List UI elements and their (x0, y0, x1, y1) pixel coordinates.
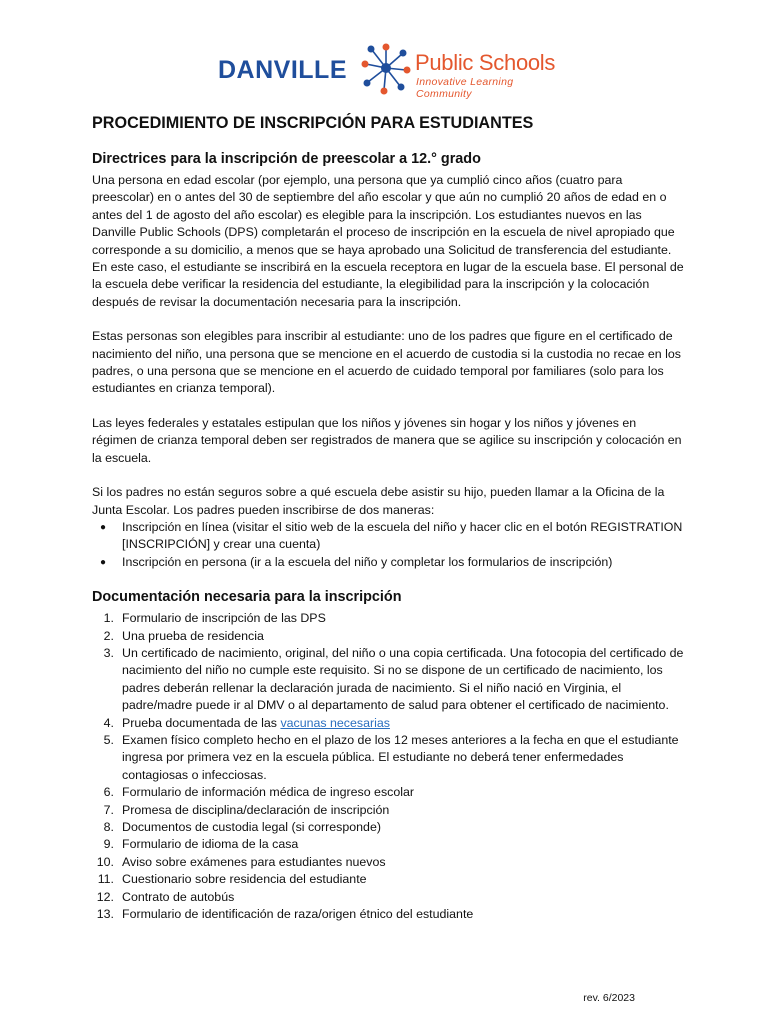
list-text: Aviso sobre exámenes para estudiantes nuevos (122, 854, 386, 869)
list-number: 6. (103, 785, 114, 800)
list-item (103, 819, 684, 836)
list-text: Formulario de idioma de la casa (122, 837, 299, 852)
list-number: 12. (96, 889, 114, 904)
list-text: Formulario de inscripción de las DPS (122, 611, 326, 626)
list-item (103, 610, 684, 627)
list-number: 9. (103, 837, 114, 852)
paragraph-eligibility: Una persona en edad escolar (por ejemplo, una persona que ya cumplió cinco años (cuatro para preescolar) en o antes del 30 de septiembre del año escolar y que aún no cumplió 20 años de edad en o antes del 1 de agosto del año escolar) es elegible para la inscripción. Los estudiantes nuevos en las Danville Public Schools (DPS) completarán el proceso de inscripción en la escuela de nivel apropiado que corresponde a su domicilio, a menos que se haya aprobado una Solicitud de transferencia del estudiante. En este caso, el estudiante se inscribirá en la escuela receptora en lugar de la escuela base. El personal de la escuela debe verificar la residencia del estudiante, la elegibilidad para la inscripción y la colocación después de revisar la documentación necesaria para la inscripción. (92, 173, 684, 309)
section-heading-guidelines: Directrices para la inscripción de preescolar a 12.° grado (92, 151, 481, 167)
paragraph-who-can-enroll: Estas personas son elegibles para inscribir al estudiante: uno de los padres que figure en el certificado de nacimiento del niño, una persona que se mencione en el acuerdo de custodia si la custodia no recae en los padres, o una persona que se mencione en el acuerdo de cuidado temporal por familiares (solo para los estudiantes en crianza temporal). (92, 329, 681, 396)
list-text: Contrato de autobús (122, 889, 235, 904)
list-item (96, 854, 684, 871)
section-heading-documentation: Documentación necesaria para la inscripción (92, 589, 402, 606)
list-item (103, 715, 684, 732)
page-title: PROCEDIMIENTO DE INSCRIPCIÓN PARA ESTUDIANTES (92, 114, 534, 132)
list-number: 1. (103, 611, 114, 626)
list-text: Una prueba de residencia (122, 628, 264, 643)
revision-date: rev. 6/2023 (583, 992, 635, 1004)
list-text: Un certificado de nacimiento, original, del niño o una copia certificada. Una fotocopia del certificado de nacimiento del niño no cumple este requisito. Si no se dispone de un certificado de nacimiento, los padres deberán rellenar la declaración jurada de nacimiento. Si el niño nació en Virginia, el padre/madre puede ir al DMV o al departamento de salud para obtener el certificado de nacimiento. (122, 645, 684, 713)
list-text: Formulario de información médica de ingreso escolar (122, 785, 415, 800)
list-number: 13. (96, 907, 114, 922)
list-item (103, 732, 684, 784)
logo-danville-text: DANVILLE (218, 56, 347, 84)
list-item (103, 645, 684, 715)
list-text: Promesa de disciplina/declaración de inscripción (122, 802, 390, 817)
list-item (103, 628, 684, 645)
paragraph-which-school: Si los padres no están seguros sobre a qué escuela debe asistir su hijo, pueden llamar a la Oficina de la Junta Escolar. Los padres pueden inscribirse de dos maneras: (92, 485, 665, 517)
list-text: Documentos de custodia legal (si corresponde) (122, 820, 381, 834)
logo-network-icon (358, 40, 414, 96)
logo-public-schools-text: Public Schools (415, 50, 556, 75)
list-item: ● Inscripción en persona (ir a la escuela del niño y completar los formularios de inscripción) (122, 554, 684, 571)
list-number: 10. (96, 854, 114, 869)
list-item (103, 802, 684, 819)
list-number: 8. (103, 820, 114, 834)
list-item (96, 889, 684, 906)
list-item: ● Inscripción en línea (visitar el sitio web de la escuela del niño y hacer clic en el botón REGISTRATION [INSCRIPCIÓN] y crear una cuenta) (122, 519, 684, 554)
list-text: Cuestionario sobre residencia del estudiante (122, 872, 367, 887)
list-text: Formulario de identificación de raza/origen étnico del estudiante (122, 907, 474, 922)
list-item (96, 906, 684, 923)
list-item (97, 871, 684, 888)
list-item (103, 784, 684, 801)
list-number: 4. (103, 715, 114, 730)
logo-tagline: Innovative Learning Community (416, 76, 514, 100)
required-documents-list (92, 610, 684, 923)
enrollment-methods-list (92, 519, 684, 571)
document-body (92, 113, 684, 923)
danville-logo (218, 40, 558, 100)
list-text: Examen físico completo hecho en el plazo de los 12 meses anteriores a la fecha en que el estudiante ingresa por primera vez en la escuela pública. El estudiante no deberá tener enfermedades contagiosas o infecciosas. (122, 732, 679, 782)
list-item (103, 836, 684, 853)
paragraph-federal-laws: Las leyes federales y estatales estipulan que los niños y jóvenes sin hogar y los niños y jóvenes en régimen de crianza temporal deben ser registrados de manera que se agilice su inscripción y colocación en la escuela. (92, 415, 682, 465)
vaccines-link[interactable]: vacunas necesarias (280, 715, 390, 730)
list-number: 5. (103, 732, 114, 747)
list-number: 7. (103, 802, 114, 817)
list-number: 2. (103, 628, 114, 643)
list-number: 3. (103, 645, 114, 660)
list-text: Prueba documentada de las (122, 715, 281, 730)
list-number: 11. (97, 872, 114, 887)
